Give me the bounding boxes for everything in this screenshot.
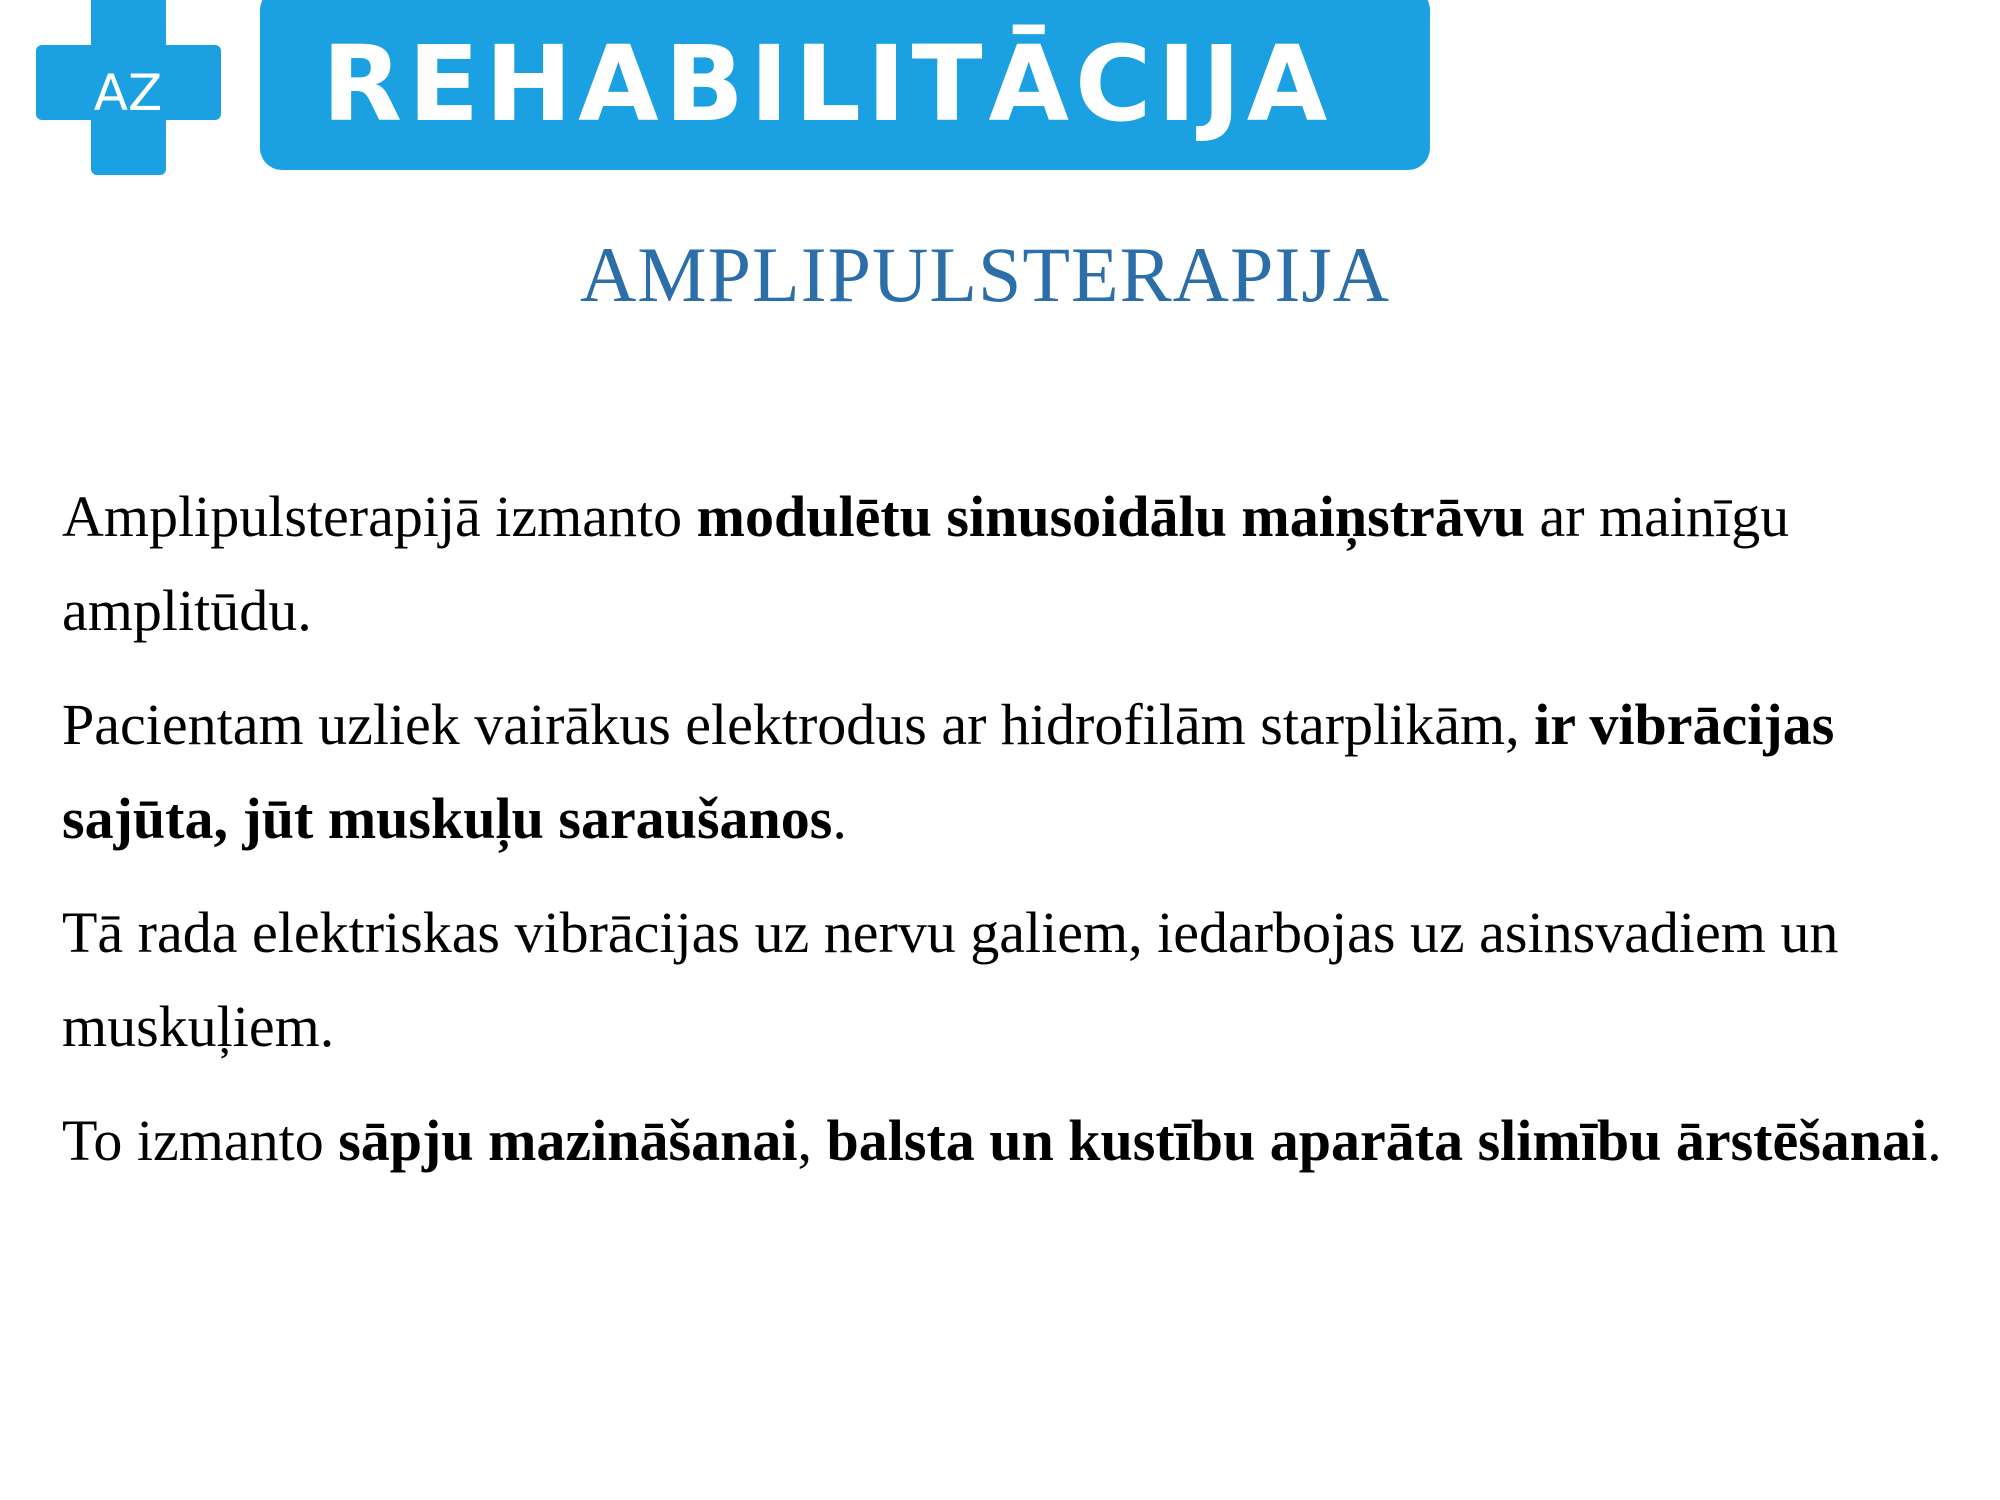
paragraph-1-text-1: Amplipulsterapijā izmanto bbox=[62, 484, 697, 549]
paragraph-2 bbox=[62, 678, 1962, 866]
paragraph-4-bold-2: balsta un kustību aparāta slimību ārstēšanai bbox=[826, 1108, 1928, 1173]
paragraph-2-text-1: Pacientam uzliek vairākus elektrodus ar hidrofilām starplikām, bbox=[62, 692, 1535, 757]
paragraph-1 bbox=[62, 470, 1962, 658]
paragraph-4-text-3: . bbox=[1927, 1108, 1942, 1173]
page-title: AMPLIPULSTERAPIJA bbox=[579, 231, 1391, 318]
rehabilitacija-logo bbox=[0, 0, 1440, 180]
paragraph-4-text-1: To izmanto bbox=[62, 1108, 339, 1173]
cross-mark-text: AZ bbox=[93, 64, 163, 118]
paragraph-4 bbox=[62, 1094, 1962, 1188]
paragraph-4-bold-1: sāpju mazināšanai bbox=[338, 1108, 798, 1173]
paragraph-4-text-2: , bbox=[797, 1108, 827, 1173]
az-mark-icon bbox=[36, 58, 221, 118]
article-body bbox=[62, 470, 1962, 1208]
paragraph-1-bold-1: modulētu sinusoidālu maiņstrāvu bbox=[696, 484, 1525, 549]
paragraph-3 bbox=[62, 886, 1962, 1074]
paragraph-2-bold-1: ir vibrācijas sajūta, jūt muskuļu saraušanos bbox=[62, 692, 1835, 851]
paragraph-1-text-2: ar mainīgu amplitūdu. bbox=[62, 484, 1790, 643]
paragraph-3-text-1: Tā rada elektriskas vibrācijas uz nervu galiem, iedarbojas uz asinsvadiem un muskuļiem. bbox=[62, 900, 1839, 1059]
logo-banner-text: REHABILITĀCIJA bbox=[322, 23, 1334, 145]
paragraph-2-text-2: . bbox=[832, 786, 847, 851]
